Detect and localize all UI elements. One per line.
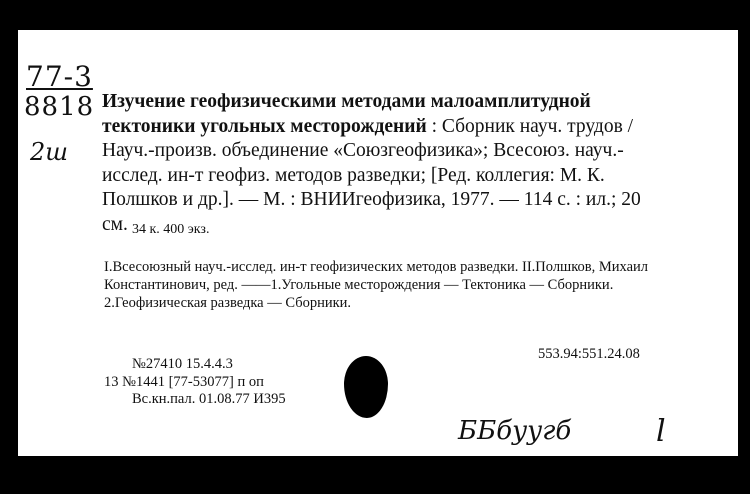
punch-hole [344, 356, 388, 418]
book-title: Изучение геофизическими методами малоамплитудной тектоники угольных месторождений [102, 91, 591, 137]
bibliographic-entry [102, 90, 662, 237]
catalog-card [18, 30, 738, 456]
subject-tracing: I.Всесоюзный науч.-исслед. ин-т геофизических методов разведки. II.Полшков, Михаил Константинович, ред. ——1.Угольные месторождения — Тектоника — Сборники. 2.Геофизическая разведка — Сборники. [104, 259, 649, 311]
record-chamber: Вс.кн.пал. 01.08.77 И395 [132, 391, 286, 407]
record-info [104, 356, 286, 409]
book-description: : Сборник науч. трудов / Науч.-произв. объединение «Союзгеофизика»; Всесоюз. науч.-исслед. ин-т геофиз. методов разведки; [Ред. коллегия: М. К. Полшков и др.]. — М. : ВНИИгеофизика, 1977. — 114 с. : ил.; 20 см. [102, 115, 641, 235]
shelf-note: 2ш [30, 138, 69, 166]
price-and-print-run: 34 к. 400 экз. [132, 222, 210, 237]
handwritten-mark: l [656, 414, 666, 449]
shelf-number: 8818 [24, 92, 95, 122]
record-order: 13 №1441 [77-53077] п оп [104, 373, 264, 390]
shelf-mark: 77-3 [26, 60, 93, 93]
udc-code: 553.94:551.24.08 [538, 346, 640, 362]
handwritten-signature: ББбуугб [458, 416, 572, 446]
record-number: №27410 15.4.4.3 [132, 356, 233, 372]
